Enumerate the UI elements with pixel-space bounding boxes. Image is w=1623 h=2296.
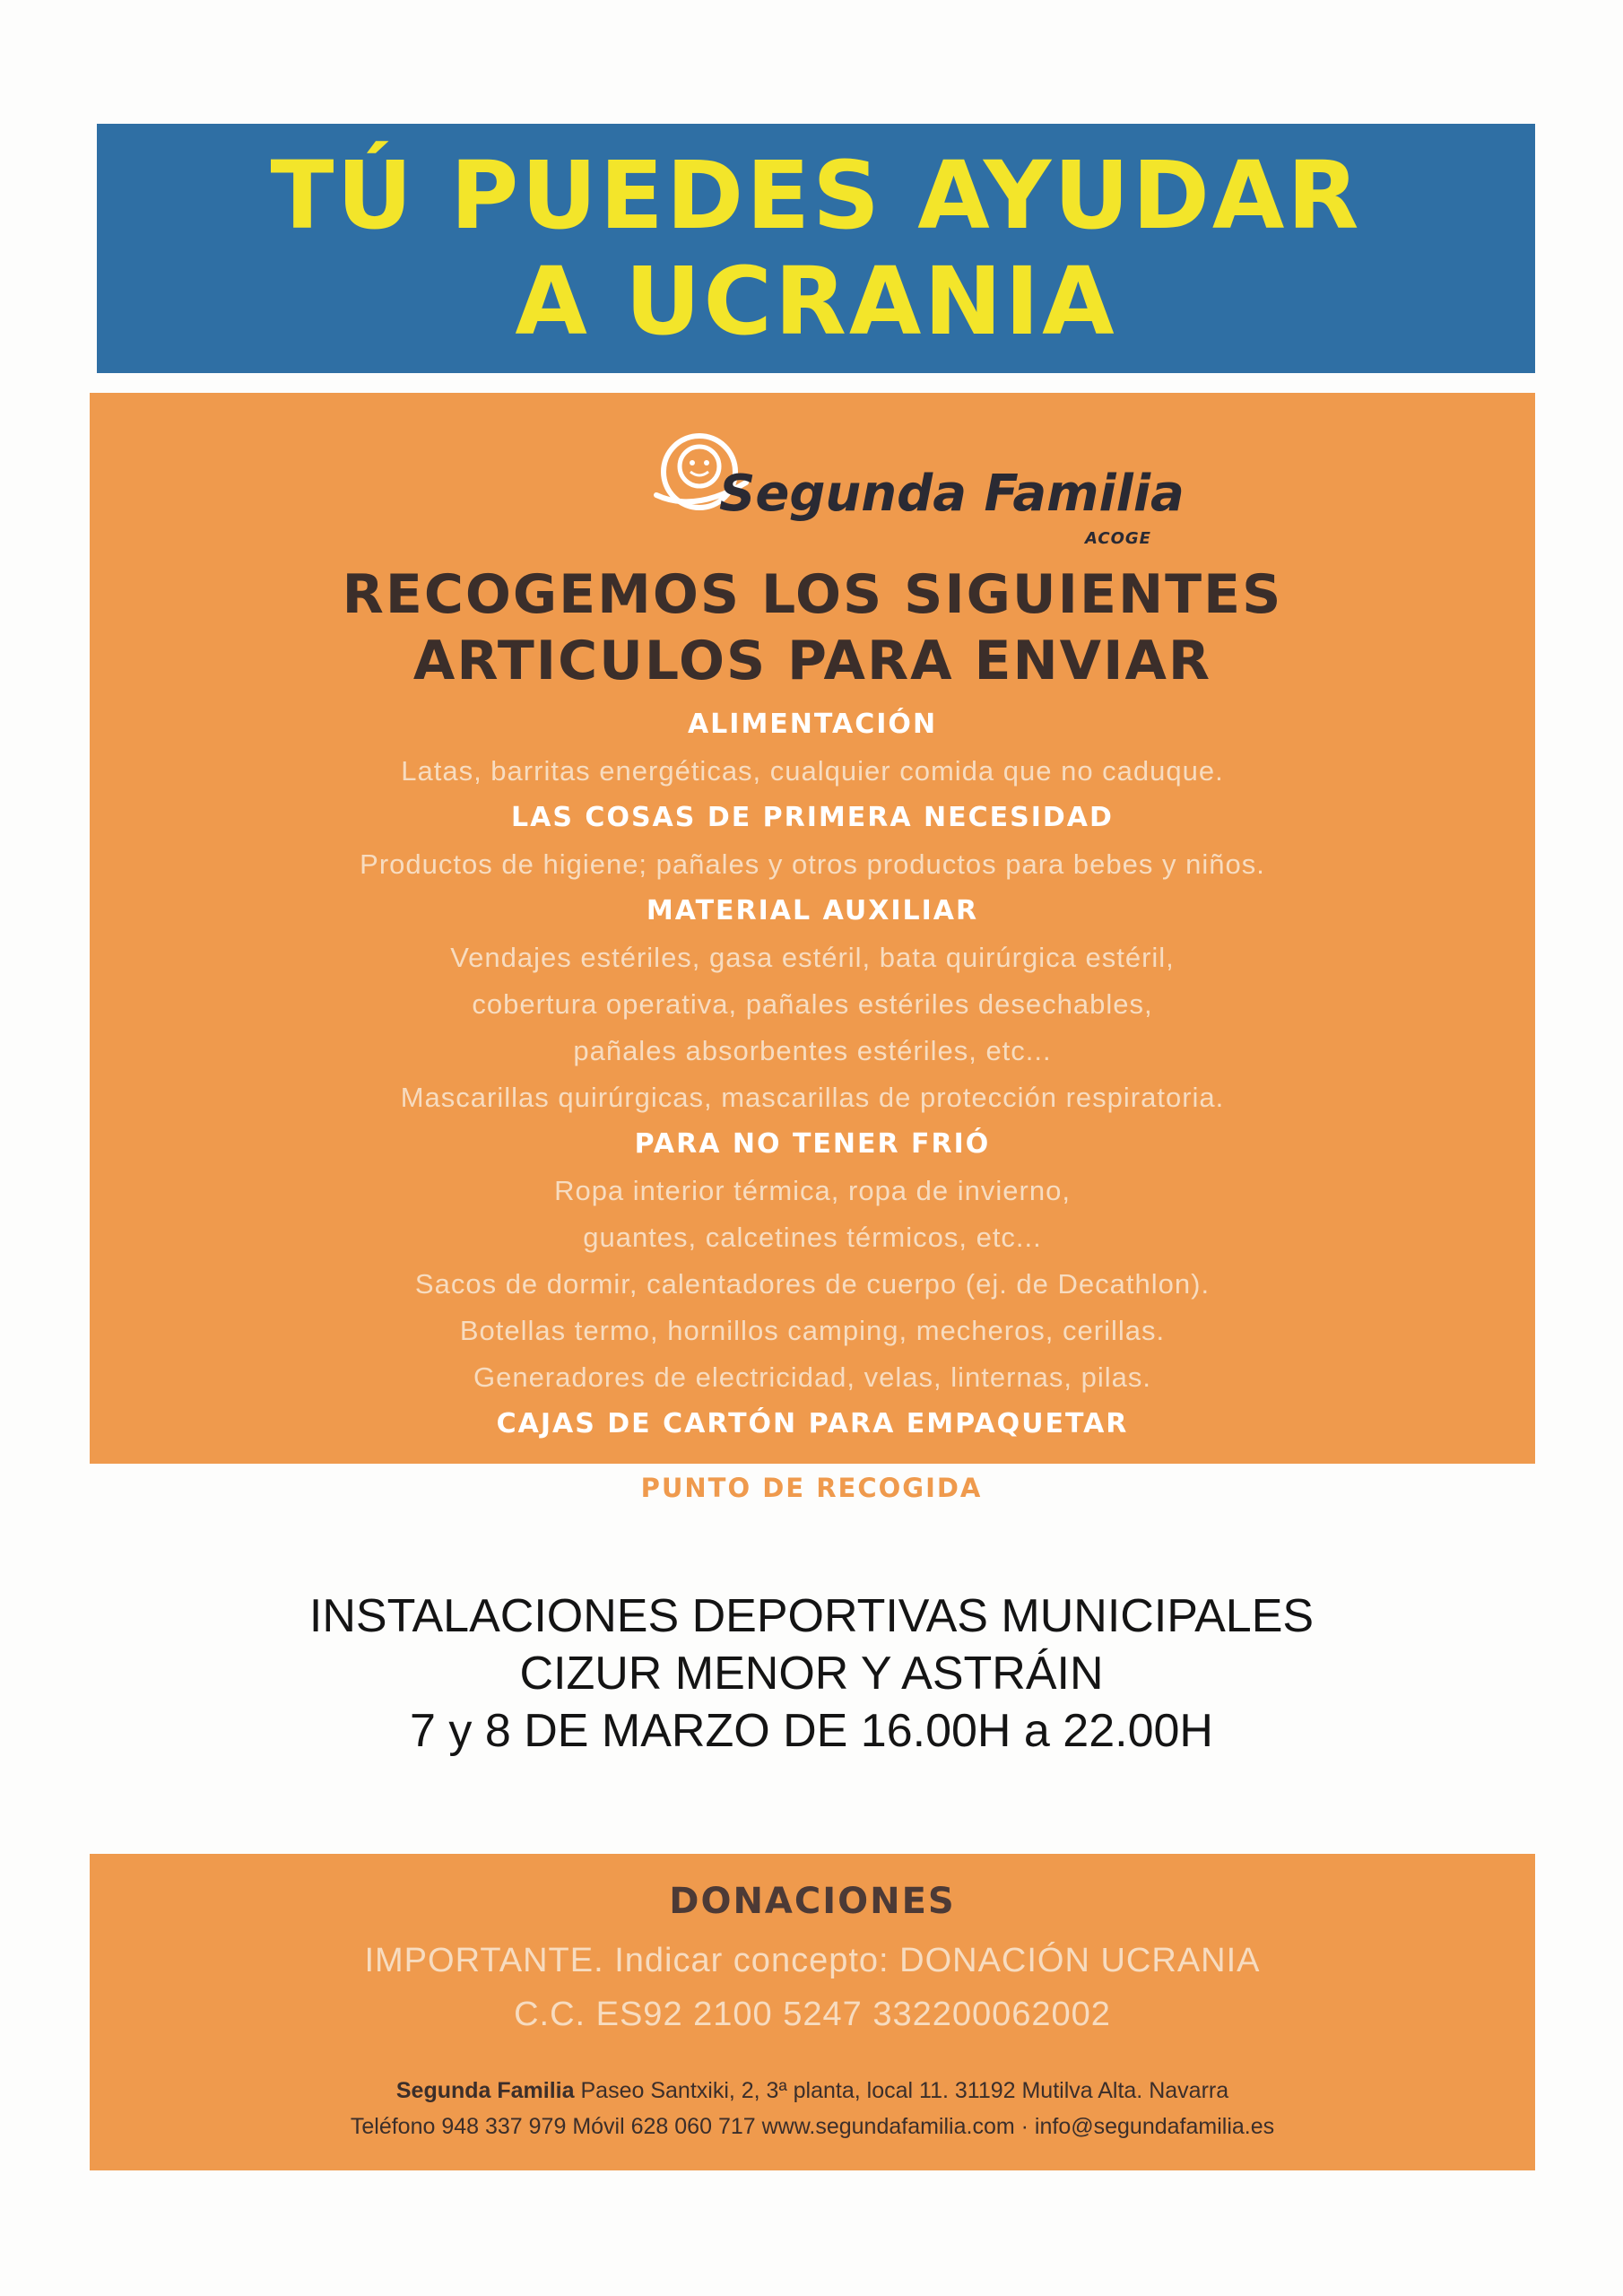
- list-item: Ropa interior térmica, ropa de invierno,: [554, 1175, 1071, 1206]
- list-item: Vendajes estériles, gasa estéril, bata quirúrgica estéril,: [450, 942, 1175, 973]
- contact-org-name: Segunda Familia: [395, 2078, 575, 2103]
- website-link[interactable]: www.segundafamilia.com: [761, 2114, 1015, 2139]
- contact-address: Paseo Santxiki, 2, 3ª planta, local 11. 31192 Mutilva Alta. Navarra: [580, 2078, 1229, 2103]
- logo-subtitle: ACOGE: [1085, 529, 1151, 548]
- list-item: pañales absorbentes estériles, etc...: [573, 1035, 1052, 1066]
- banner-title-line-2: A UCRANIA: [515, 247, 1117, 356]
- items-list: [90, 701, 1535, 1448]
- venue-line-2: CIZUR MENOR Y ASTRÁIN: [519, 1648, 1104, 1700]
- phone-label: Teléfono: [350, 2114, 436, 2139]
- contact-phone-line: [90, 2114, 1535, 2140]
- venue-dates: 7 y 8 DE MARZO DE 16.00H a 22.00H: [410, 1705, 1213, 1757]
- bank-account: C.C. ES92 2100 5247 332200062002: [514, 1996, 1111, 2033]
- logo-name: Segunda Familia: [719, 465, 1185, 523]
- donations-title: DONACIONES: [669, 1881, 956, 1922]
- list-item: Productos de higiene; pañales y otros productos para bebes y niños.: [360, 848, 1265, 880]
- list-item: Mascarillas quirúrgicas, mascarillas de protección respiratoria.: [400, 1082, 1225, 1113]
- section-title-food: ALIMENTACIÓN: [687, 709, 938, 740]
- pickup-venue: [0, 1587, 1623, 1760]
- list-item: guantes, calcetines térmicos, etc...: [583, 1222, 1042, 1253]
- phone-number: 948 337 979: [441, 2114, 567, 2139]
- segunda-familia-logo: [646, 411, 1185, 548]
- banner-title-line-1: TÚ PUEDES AYUDAR: [270, 141, 1362, 250]
- mobile-label: Móvil: [572, 2114, 625, 2139]
- list-item: Generadores de electricidad, velas, linternas, pilas.: [473, 1361, 1152, 1393]
- list-item: Botellas termo, hornillos camping, mecheros, cerillas.: [459, 1315, 1166, 1346]
- collection-items-block: [90, 393, 1535, 1464]
- email-link[interactable]: info@segundafamilia.es: [1034, 2114, 1275, 2139]
- headline-line-1: RECOGEMOS LOS SIGUIENTES: [342, 563, 1283, 626]
- collection-headline: [90, 561, 1535, 694]
- list-item: Sacos de dormir, calentadores de cuerpo (ej. de Decathlon).: [414, 1268, 1211, 1300]
- separator-dot: ·: [1020, 2114, 1028, 2139]
- section-title-boxes: CAJAS DE CARTÓN PARA EMPAQUETAR: [496, 1408, 1129, 1439]
- venue-line-1: INSTALACIONES DEPORTIVAS MUNICIPALES: [308, 1590, 1315, 1642]
- section-title-essentials: LAS COSAS DE PRIMERA NECESIDAD: [511, 802, 1114, 833]
- headline-line-2: ARTICULOS PARA ENVIAR: [412, 630, 1212, 692]
- list-item: cobertura operativa, pañales estériles desechables,: [472, 988, 1153, 1020]
- donation-concept: IMPORTANTE. Indicar concepto: DONACIÓN UCRANIA: [364, 1942, 1261, 1979]
- mobile-number: 628 060 717: [630, 2114, 756, 2139]
- section-title-auxiliary-material: MATERIAL AUXILIAR: [646, 895, 979, 926]
- contact-address-line: [90, 2078, 1535, 2104]
- title-banner: [97, 124, 1535, 373]
- section-title-cold: PARA NO TENER FRIÓ: [634, 1128, 991, 1160]
- list-item: Latas, barritas energéticas, cualquier comida que no caduque.: [401, 755, 1224, 787]
- pickup-label: PUNTO DE RECOGIDA: [640, 1473, 983, 1503]
- donations-block: [90, 1854, 1535, 2170]
